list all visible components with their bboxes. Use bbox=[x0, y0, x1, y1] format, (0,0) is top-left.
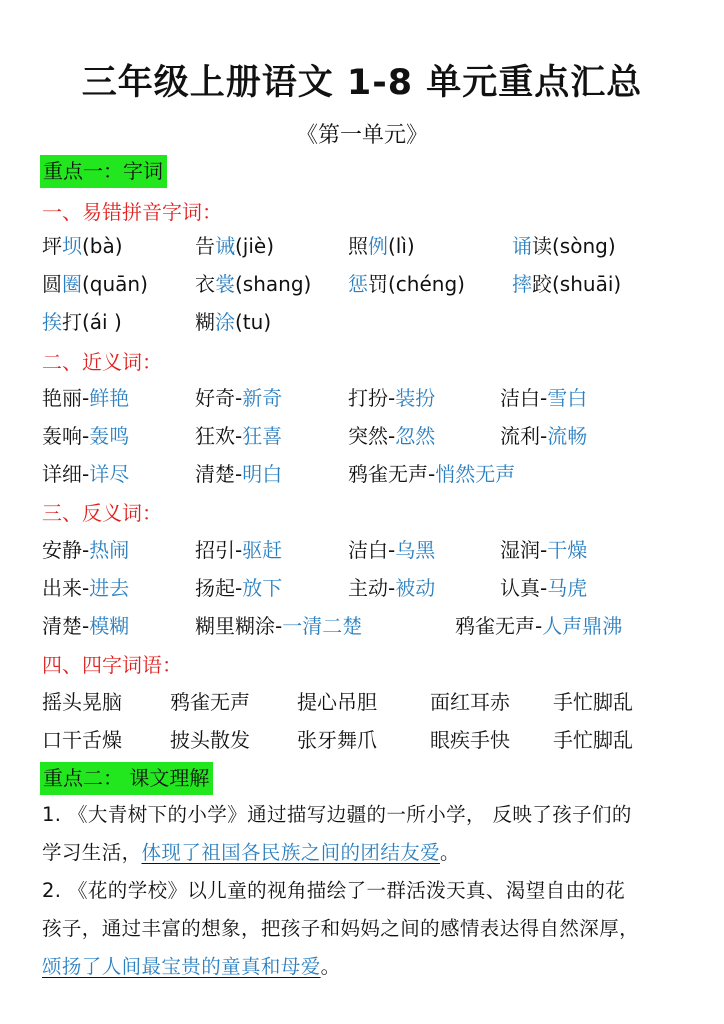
word-item bbox=[42, 269, 148, 299]
word-item bbox=[348, 231, 415, 261]
section-heading: 二、近义词： bbox=[42, 350, 162, 374]
paragraph-text: 孩子，通过丰富的想象，把孩子和妈妈之间的感情表达得自然深厚， bbox=[42, 917, 640, 940]
word-text: 糊 bbox=[195, 310, 215, 334]
word-item bbox=[430, 687, 510, 717]
paragraph-line bbox=[42, 952, 341, 982]
word-item bbox=[42, 535, 129, 565]
word-item bbox=[195, 611, 362, 641]
word-text: 清楚- bbox=[42, 614, 90, 638]
highlighted-text: 鲜艳 bbox=[89, 386, 130, 410]
word-item bbox=[195, 421, 282, 451]
word-item bbox=[297, 725, 377, 755]
underlined-key-phrase: 颂扬了人间最宝贵的童真和母爱 bbox=[42, 955, 321, 978]
word-item bbox=[195, 383, 282, 413]
highlighted-text: 驱赶 bbox=[242, 538, 283, 562]
paragraph-text: 1. 《大青树下的小学》通过描写边疆的一所小学， 反映了孩子们的 bbox=[42, 803, 632, 826]
paragraph-line bbox=[42, 800, 632, 830]
highlighted-text: 涂 bbox=[215, 310, 235, 334]
word-text: (shang) bbox=[235, 272, 312, 296]
word-text: 摇头晃脑 bbox=[42, 690, 122, 714]
word-item bbox=[42, 573, 129, 603]
word-text: 打(ái ) bbox=[62, 310, 122, 334]
word-item bbox=[42, 611, 129, 641]
paragraph-line bbox=[42, 876, 625, 906]
highlighted-text: 乌黑 bbox=[395, 538, 436, 562]
word-item bbox=[297, 687, 377, 717]
word-text: 主动- bbox=[348, 576, 396, 600]
paragraph-line bbox=[42, 838, 460, 868]
word-row bbox=[0, 459, 724, 489]
word-text: 读(sòng) bbox=[532, 234, 616, 258]
highlighted-text: 忽然 bbox=[395, 424, 436, 448]
word-row bbox=[0, 383, 724, 413]
word-text: 罚(chéng) bbox=[368, 272, 465, 296]
word-item bbox=[500, 421, 587, 451]
word-item bbox=[170, 725, 250, 755]
highlighted-text: 详尽 bbox=[89, 462, 130, 486]
word-row bbox=[0, 725, 724, 755]
word-item bbox=[500, 573, 587, 603]
word-text: (lì) bbox=[388, 234, 415, 258]
word-item bbox=[195, 573, 282, 603]
highlighted-text: 模糊 bbox=[89, 614, 130, 638]
highlighted-text: 裳 bbox=[215, 272, 235, 296]
word-text: 洁白- bbox=[500, 386, 548, 410]
word-item bbox=[42, 459, 129, 489]
section-heading: 三、反义词： bbox=[42, 501, 162, 525]
word-item bbox=[42, 383, 129, 413]
highlighted-text: 热闹 bbox=[89, 538, 130, 562]
word-item bbox=[553, 725, 633, 755]
section-heading: 四、四字词语： bbox=[42, 653, 182, 677]
highlighted-text: 装扮 bbox=[395, 386, 436, 410]
word-text: 突然- bbox=[348, 424, 396, 448]
word-item bbox=[455, 611, 622, 641]
word-item bbox=[195, 269, 311, 299]
highlighted-text: 人声鼎沸 bbox=[542, 614, 623, 638]
word-item bbox=[195, 231, 274, 261]
word-item bbox=[195, 459, 282, 489]
word-text: (jiè) bbox=[235, 234, 275, 258]
highlighted-text: 例 bbox=[368, 234, 388, 258]
highlighted-text: 干燥 bbox=[547, 538, 588, 562]
highlighted-text: 诵 bbox=[512, 234, 532, 258]
word-text: 坪 bbox=[42, 234, 62, 258]
word-text: 轰响- bbox=[42, 424, 90, 448]
word-text: 湿润- bbox=[500, 538, 548, 562]
highlighted-text: 轰鸣 bbox=[89, 424, 130, 448]
highlighted-text: 摔 bbox=[512, 272, 532, 296]
word-item bbox=[348, 383, 435, 413]
highlighted-text: 挨 bbox=[42, 310, 62, 334]
word-text: 招引- bbox=[195, 538, 243, 562]
word-item bbox=[42, 231, 123, 261]
word-text: 打扮- bbox=[348, 386, 396, 410]
word-text: 出来- bbox=[42, 576, 90, 600]
word-text: 衣 bbox=[195, 272, 215, 296]
word-text: 跤(shuāi) bbox=[532, 272, 622, 296]
word-row bbox=[0, 421, 724, 451]
word-text: 详细- bbox=[42, 462, 90, 486]
word-text: 眼疾手快 bbox=[430, 728, 510, 752]
word-text: 糊里糊涂- bbox=[195, 614, 283, 638]
word-item bbox=[500, 535, 587, 565]
paragraph-text: 。 bbox=[320, 955, 341, 978]
word-item bbox=[170, 687, 250, 717]
word-item bbox=[348, 535, 435, 565]
word-text: (tu) bbox=[235, 310, 272, 334]
word-row bbox=[0, 573, 724, 603]
highlighted-text: 进去 bbox=[89, 576, 130, 600]
word-text: 圆 bbox=[42, 272, 62, 296]
word-text: 洁白- bbox=[348, 538, 396, 562]
word-item bbox=[348, 269, 465, 299]
highlighted-text: 狂喜 bbox=[242, 424, 283, 448]
word-text: 扬起- bbox=[195, 576, 243, 600]
underlined-key-phrase: 体现了祖国各民族之间的团结友爱 bbox=[141, 841, 441, 864]
paragraph-text: 学习生活， bbox=[42, 841, 142, 864]
word-item bbox=[42, 307, 122, 337]
paragraph-text: 。 bbox=[440, 841, 460, 864]
word-text: 披头散发 bbox=[170, 728, 250, 752]
highlighted-text: 马虎 bbox=[547, 576, 588, 600]
key-point-1-label: 重点一：字词 bbox=[40, 155, 167, 188]
highlighted-text: 诫 bbox=[215, 234, 235, 258]
highlighted-text: 悄然无声 bbox=[435, 462, 516, 486]
highlighted-text: 圈 bbox=[62, 272, 82, 296]
paragraph-text: 2. 《花的学校》以儿童的视角描绘了一群活泼天真、渴望自由的花 bbox=[42, 879, 626, 902]
word-text: 提心吊胆 bbox=[297, 690, 377, 714]
word-item bbox=[195, 535, 282, 565]
key-point-2-label: 重点二： 课文理解 bbox=[40, 762, 213, 795]
highlighted-text: 新奇 bbox=[242, 386, 283, 410]
word-text: 告 bbox=[195, 234, 215, 258]
highlighted-text: 雪白 bbox=[547, 386, 588, 410]
highlighted-text: 明白 bbox=[242, 462, 283, 486]
word-row bbox=[0, 535, 724, 565]
word-text: 认真- bbox=[500, 576, 548, 600]
word-row bbox=[0, 307, 724, 337]
word-text: 口干舌燥 bbox=[42, 728, 122, 752]
word-text: 手忙脚乱 bbox=[553, 690, 633, 714]
word-item bbox=[348, 421, 435, 451]
word-item bbox=[500, 383, 587, 413]
highlighted-text: 放下 bbox=[242, 576, 283, 600]
word-text: (quān) bbox=[82, 272, 148, 296]
word-item bbox=[42, 725, 122, 755]
word-text: 张牙舞爪 bbox=[297, 728, 377, 752]
word-text: 鸦雀无声- bbox=[455, 614, 543, 638]
word-row bbox=[0, 269, 724, 299]
word-item bbox=[512, 231, 616, 261]
word-row bbox=[0, 687, 724, 717]
section-heading: 一、易错拼音字词： bbox=[42, 200, 222, 224]
highlighted-text: 流畅 bbox=[547, 424, 588, 448]
word-text: 鸦雀无声 bbox=[170, 690, 250, 714]
word-item bbox=[42, 687, 122, 717]
word-row bbox=[0, 611, 724, 641]
word-item bbox=[553, 687, 633, 717]
word-text: 清楚- bbox=[195, 462, 243, 486]
word-item bbox=[42, 421, 129, 451]
word-item bbox=[195, 307, 271, 337]
highlighted-text: 惩 bbox=[348, 272, 368, 296]
word-item bbox=[512, 269, 621, 299]
word-item bbox=[348, 573, 435, 603]
highlighted-text: 被动 bbox=[395, 576, 436, 600]
unit-subtitle: 《第一单元》 bbox=[295, 123, 428, 148]
word-text: 照 bbox=[348, 234, 368, 258]
page-title: 三年级上册语文 1-8 单元重点汇总 bbox=[81, 63, 643, 103]
word-text: 流利- bbox=[500, 424, 548, 448]
word-text: (bà) bbox=[82, 234, 123, 258]
word-text: 鸦雀无声- bbox=[348, 462, 436, 486]
word-text: 安静- bbox=[42, 538, 90, 562]
highlighted-text: 坝 bbox=[62, 234, 82, 258]
highlighted-text: 一清二楚 bbox=[282, 614, 363, 638]
word-item bbox=[430, 725, 510, 755]
word-item bbox=[348, 459, 515, 489]
word-text: 狂欢- bbox=[195, 424, 243, 448]
word-text: 好奇- bbox=[195, 386, 243, 410]
paragraph-line bbox=[42, 914, 639, 944]
word-row bbox=[0, 231, 724, 261]
word-text: 艳丽- bbox=[42, 386, 90, 410]
word-text: 面红耳赤 bbox=[430, 690, 510, 714]
word-text: 手忙脚乱 bbox=[553, 728, 633, 752]
